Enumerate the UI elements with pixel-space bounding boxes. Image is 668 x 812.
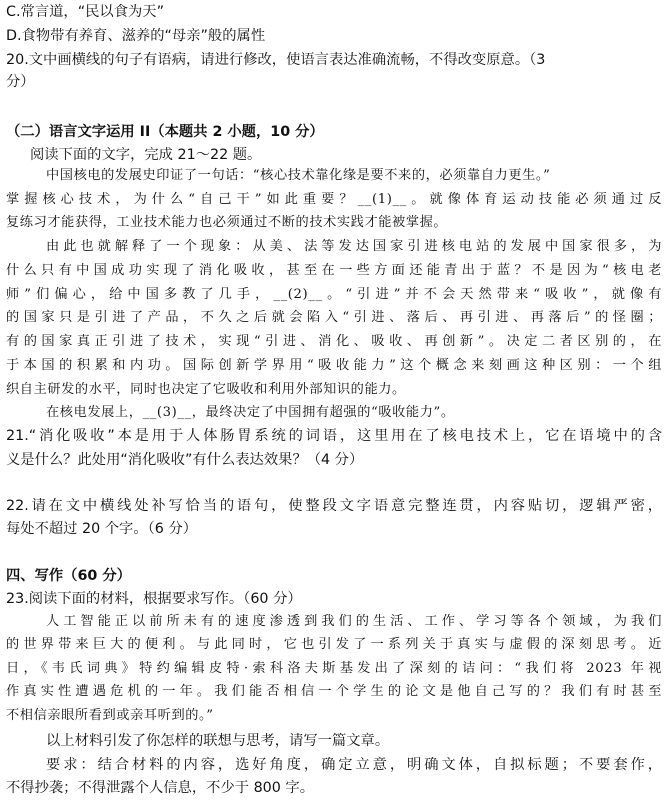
material-line: 人工智能正以前所未有的速度渗透到我们的生活、工作、学习等各个领域，为我们 [46,614,662,629]
passage-line: 于本国的积累和内功。国际创新学界用“吸收能力”这个概念来刻画这种区别：一个组 [6,358,662,373]
writing-task: 以上材料引发了你怎样的联想与思考，请写一篇文章。 [46,733,390,749]
question-22-line-1: 22.请在文中横线处补写恰当的语句，使整段文字语意完整连贯，内容贴切，逻辑严密， [6,498,662,514]
reading-instruction: 阅读下面的文字，完成 21～22 题。 [30,147,262,163]
question-20-line-2: 分） [6,74,35,90]
writing-requirements-line-2: 不得抄袭；不得泄露个人信息，不少于 800 字。 [6,780,315,796]
question-21-line-2: 义是什么？此处用“消化吸收”有什么表达效果？（4 分） [6,452,364,468]
passage-line: 有的国家真正引进了技术，实现“引进、消化、吸收、再创新”。决定二者区别的，在 [6,334,662,349]
material-line: 日，《韦氏词典》特约编辑皮特·索科洛夫斯基发出了深刻的诘问：“我们将 2023 年视 [6,661,662,676]
passage-line: 掌握核心技术，为什么“自己干”如此重要？__(1)__。就像体育运动技能必须通过反 [6,192,662,207]
writing-requirements-line-1: 要求：结合材料的内容，选好角度，确定立意，明确文体，自拟标题；不要套作， [46,757,662,773]
passage-line: 由此也就解释了一个现象：从美、法等发达国家引进核电站的发展中国家很多，为 [46,239,662,254]
option-d: D.食物带有养育、滋养的“母亲”般的属性 [6,28,266,44]
material-line: 的世界带来巨大的便利。与此同时，它也引发了一系列关于真实与虚假的深刻思考。近 [6,637,662,652]
passage-line: 中国核电的发展史印证了一句话：“核心技术靠化缘是要不来的，必须靠自力更生。” [46,168,551,183]
passage-line: 师”们偏心，给中国多教了几手，__(2)__。“引进”并不会天然带来“吸收”，就像有 [6,287,662,302]
question-21-line-1: 21.“消化吸收”本是用于人体肠胃系统的词语，这里用在了核电技术上，它在语境中的含 [6,428,662,444]
passage-line: 织自主研发的水平，同时也决定了它吸收和利用外部知识的能力。 [6,382,406,397]
material-line: 不相信亲眼所看到或亲耳听到的。” [6,708,214,723]
option-c: C.常言道，“民以食为天” [6,4,165,20]
passage-line: 的国家只是引进了产品，不久之后就会陷入“引进、落后、再引进、再落后”的怪圈； [6,310,662,325]
passage-line: 什么只有中国成功实现了消化吸收，甚至在一些方面还能青出于蓝？不是因为“核电老 [6,263,662,278]
question-23-prompt: 23.阅读下面的材料，根据要求写作。（60 分） [6,591,302,607]
question-22-line-2: 每处不超过 20 个字。（6 分） [6,521,198,537]
passage-line: 复练习才能获得，工业技术能力也必须通过不断的技术实践才能被掌握。 [6,215,448,230]
section-heading-language-use-2: （二）语言文字运用 II（本题共 2 小题，10 分） [6,124,324,140]
section-heading-writing: 四、写作（60 分） [6,568,131,584]
material-line: 作真实性遭遇危机的一年。我们能否相信一个学生的论文是他自己写的？我们有时甚至 [6,684,662,699]
passage-line: 在核电发展上，__(3)__，最终决定了中国拥有超强的“吸收能力”。 [46,405,455,420]
question-20-line-1: 20.文中画横线的句子有语病，请进行修改，使语言表达准确流畅，不得改变原意。（3 [6,52,546,68]
